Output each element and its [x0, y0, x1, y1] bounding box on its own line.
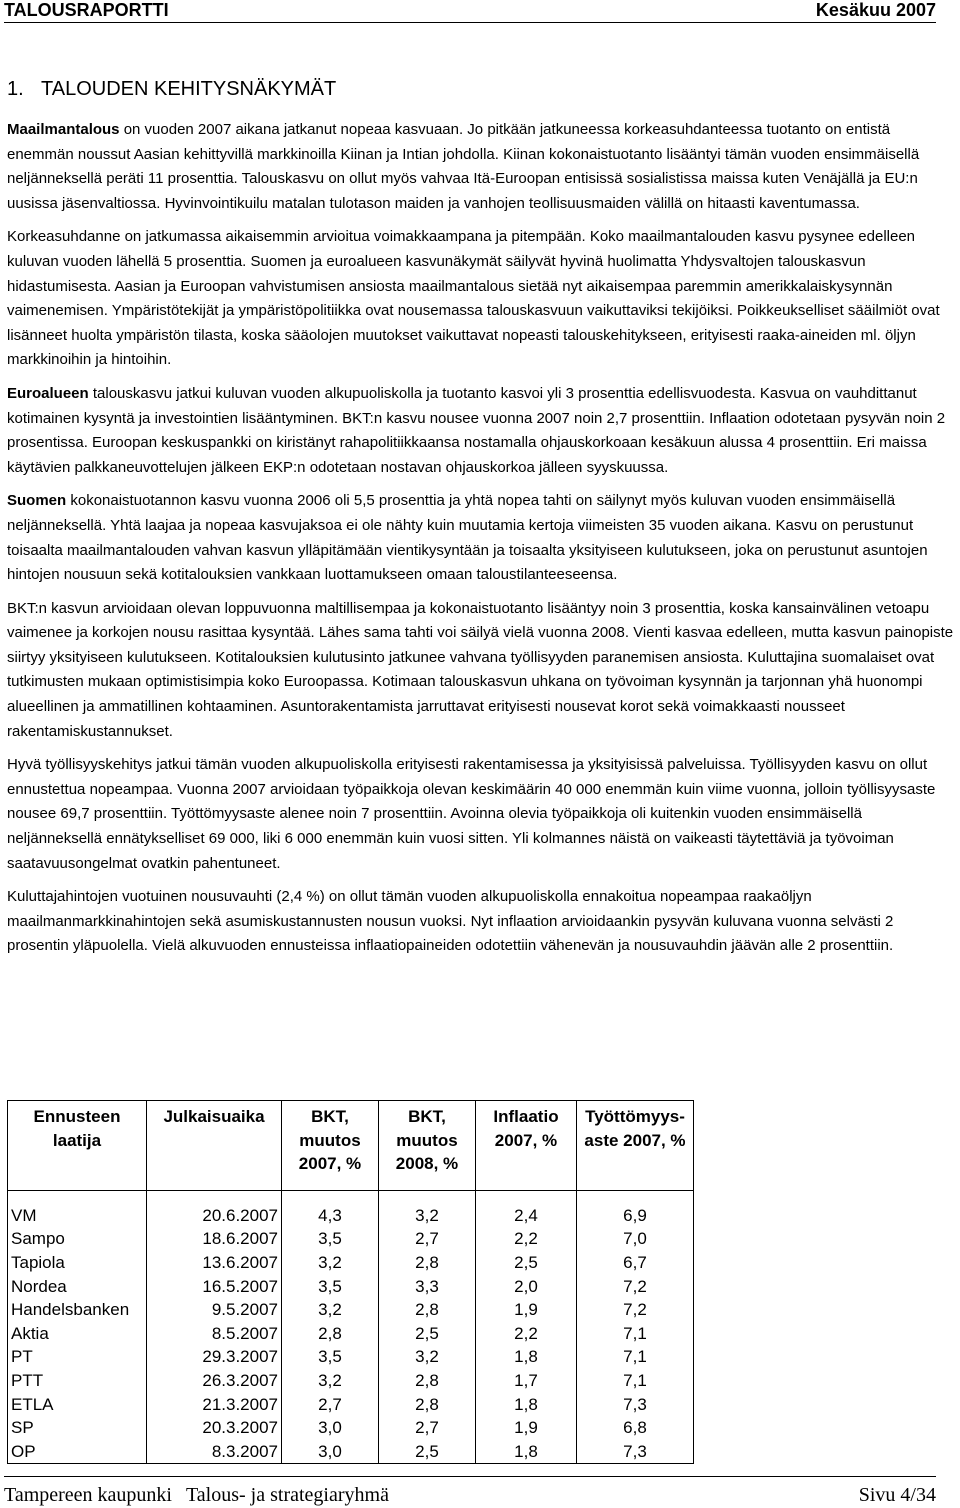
footer-organization: Tampereen kaupunki: [4, 1484, 172, 1506]
table-cell: Tapiola: [8, 1251, 147, 1275]
table-cell: Handelsbanken: [8, 1298, 147, 1322]
table-cell: 2,8: [379, 1251, 476, 1275]
page-number: Sivu 4/34: [858, 1484, 936, 1506]
table-cell: 13.6.2007: [147, 1251, 282, 1275]
table-row: [8, 1275, 694, 1299]
table-cell: 6,8: [577, 1416, 694, 1440]
table-cell: 20.6.2007: [147, 1190, 282, 1227]
forecast-table: [7, 1100, 694, 1464]
column-header: Inflaatio 2007, %: [476, 1101, 577, 1191]
table-cell: 7,1: [577, 1369, 694, 1393]
table-row: [8, 1416, 694, 1440]
paragraph: [7, 489, 955, 587]
table-cell: 3,5: [282, 1345, 379, 1369]
section-number: 1.: [7, 78, 24, 100]
table-header: [8, 1101, 694, 1191]
table-cell: 2,7: [282, 1393, 379, 1417]
table-cell: 2,5: [379, 1322, 476, 1346]
table-cell: 7,2: [577, 1298, 694, 1322]
paragraph: [7, 597, 955, 745]
paragraph-text: on vuoden 2007 aikana jatkanut nopeaa kasvuaan. Jo pitkään jatkuneessa korkeasuhdanteessa tuotanto on entistä enemmän noussut Aasian kehittyvillä markkinoilla Kiinan ja Intian johdolla. Kiinan kokonaistuotanto lisääntyi tämän vuoden ensimmäisellä neljänneksellä peräti 11 prosenttia. Talouskasvu on ollut myös vahvaa Itä-Euroopan entisissä sosialistissa maissa kuten Venäjällä ja EU:n uusissa jäsenvaltiossa. Hyvinvointikuilu matalan tulotason maiden ja vanhojen teollisuusmaiden välillä on hitaasti kaventumassa.: [7, 121, 920, 212]
table-cell: 3,2: [379, 1345, 476, 1369]
table-cell: 1,9: [476, 1298, 577, 1322]
table-cell: 7,1: [577, 1345, 694, 1369]
table-cell: 3,3: [379, 1275, 476, 1299]
table-cell: 3,5: [282, 1275, 379, 1299]
table-cell: 2,4: [476, 1190, 577, 1227]
table-cell: 8.3.2007: [147, 1440, 282, 1464]
page-footer: [4, 1476, 936, 1507]
table-cell: VM: [8, 1190, 147, 1227]
paragraph-text: talouskasvu jatkui kuluvan vuoden alkupuoliskolla ja tuotanto kasvoi yli 3 prosenttia edellisvuodesta. Kasvua on vauhdittanut kotimainen kysyntä ja investointien lisääntyminen. BKT:n kasvu nousee vuonna 2007 noin 2,7 prosenttiin. Inflaation odotetaan pysyvän noin 2 prosentissa. Euroopan keskuspankki on kiristänyt rahapolitiikkaansa nostamalla ohjauskorkoaan kesäkuun alussa 4 prosenttiin. Eri maissa käytävien palkkaneuvottelujen jälkeen EKP:n odotetaan nostavan ohjauskorkoa jälleen syyskuussa.: [7, 384, 946, 476]
table-cell: 1,7: [476, 1369, 577, 1393]
table-row: [8, 1393, 694, 1417]
table-cell: OP: [8, 1440, 147, 1464]
table-cell: SP: [8, 1416, 147, 1440]
column-header: Työttömyys-aste 2007, %: [577, 1101, 694, 1191]
paragraph: [7, 118, 955, 216]
table-cell: 20.3.2007: [147, 1416, 282, 1440]
table-cell: 9.5.2007: [147, 1298, 282, 1322]
table-cell: 3,2: [379, 1190, 476, 1227]
table-cell: 7,0: [577, 1227, 694, 1251]
table-cell: 3,5: [282, 1227, 379, 1251]
table-cell: 4,3: [282, 1190, 379, 1227]
table-cell: 2,8: [379, 1298, 476, 1322]
table-cell: 3,0: [282, 1416, 379, 1440]
table-row: [8, 1345, 694, 1369]
table-cell: 6,9: [577, 1190, 694, 1227]
table-cell: 2,2: [476, 1322, 577, 1346]
table-cell: 7,2: [577, 1275, 694, 1299]
table-cell: 1,8: [476, 1440, 577, 1464]
table-row: [8, 1369, 694, 1393]
table-cell: 3,2: [282, 1369, 379, 1393]
paragraph-lead: Maailmantalous: [7, 121, 120, 138]
section-title: TALOUDEN KEHITYSNÄKYMÄT: [41, 78, 337, 100]
table-cell: 2,0: [476, 1275, 577, 1299]
table-cell: ETLA: [8, 1393, 147, 1417]
table-cell: 7,3: [577, 1393, 694, 1417]
table-cell: 6,7: [577, 1251, 694, 1275]
table-cell: 2,8: [379, 1369, 476, 1393]
paragraph: [7, 753, 955, 876]
table-cell: 8.5.2007: [147, 1322, 282, 1346]
table-cell: 3,2: [282, 1298, 379, 1322]
table-cell: 26.3.2007: [147, 1369, 282, 1393]
table-cell: 2,7: [379, 1227, 476, 1251]
table-cell: Nordea: [8, 1275, 147, 1299]
table-cell: PTT: [8, 1369, 147, 1393]
section-heading: [7, 77, 336, 101]
table-row: [8, 1251, 694, 1275]
page-header: [4, 0, 936, 23]
table-cell: 7,1: [577, 1322, 694, 1346]
table-cell: 3,0: [282, 1440, 379, 1464]
paragraph-text: Kuluttajahintojen vuotuinen nousuvauhti (2,4 %) on ollut tämän vuoden alkupuoliskolla ennakoitua nopeampaa raakaöljyn maailmanmarkkinahintojen sekä asumiskustannusten nousun vuoksi. Nyt inflaation arvioidaankin pysyvän kuluvana vuonna selvästi 2 prosentin yläpuolella. Vielä alkuvuoden ennusteissa inflaatiopaineiden odotettiin vähenevän ja nousuvauhdin jäävän alle 2 prosenttiin.: [7, 888, 894, 955]
table-cell: 1,9: [476, 1416, 577, 1440]
footer-unit: Talous- ja strategiaryhmä: [185, 1484, 389, 1506]
paragraph-text: Korkeasuhdanne on jatkumassa aikaisemmin arvioitua voimakkaampana ja pitempään. Koko maailmantalouden kasvu pysynee edelleen kuluvan vuoden lähellä 5 prosenttia. Suomen ja euroalueen kasvunäkymät säilyvät hyvinä huolimatta Yhdysvaltojen talouskasvun hidastumisesta. Aasian ja Euroopan vahvistumisen ansiosta maailmantalous sietää nyt aikaisempaa paremmin amerikkalaiskysynnän vaimenemisen. Ympäristötekijät ja ympäristöpolitiikka ovat nousemassa talouskasvuun vaikuttaviksi tekijöiksi. Poikkeukselliset sääilmiöt ovat lisänneet huolta ympäristön tilasta, koska sääolojen muutokset vaikuttavat nopeasti talouskehitykseen, erityisesti raaka-aineiden ml. öljyn markkinoihin ja hintoihin.: [7, 228, 940, 369]
table-row: [8, 1227, 694, 1251]
column-header: BKT, muutos 2008, %: [379, 1101, 476, 1191]
paragraph-text: kokonaistuotannon kasvu vuonna 2006 oli 5,5 prosenttia ja yhtä nopea tahti on säilynyt myös kuluvan vuoden ensimmäisellä neljänneksellä. Yhtä laajaa ja nopeaa kasvujaksoa ei ole nähty kuin muutamia kertoja viimeisten 35 vuoden aikana. Kasvu on perustunut toisaalta maailmantalouden vahvan kasvun ylläpitämään vientikysyntään ja toisaalta yksityiseen kulutukseen, joka on perustunut asuntojen hintojen nousuun sekä kotitalouksien vankkaan luottamukseen omaan taloustilanteeseensa.: [7, 492, 928, 584]
table-row: [8, 1190, 694, 1227]
table-cell: 18.6.2007: [147, 1227, 282, 1251]
table-cell: Aktia: [8, 1322, 147, 1346]
table-row: [8, 1322, 694, 1346]
paragraph-lead: Euroalueen: [7, 384, 89, 402]
table-cell: 29.3.2007: [147, 1345, 282, 1369]
report-title: TALOUSRAPORTTI: [4, 0, 169, 20]
table-cell: 21.3.2007: [147, 1393, 282, 1417]
table-cell: 3,2: [282, 1251, 379, 1275]
paragraph-text: BKT:n kasvun arvioidaan olevan loppuvuonna maltillisempaa ja kokonaistuotanto lisääntyy noin 3 prosenttia, koska kansainvälinen vetoapu vaimenee ja korkojen nousu rasittaa kysyntää. Lähes sama tahti voi säilyä vielä vuonna 2008. Vienti kasvaa edelleen, mutta kasvun painopiste siirtyy yksityiseen kulutukseen. Kotitalouksien kulutusinto jatkunee vahvana työllisyyden paranemisen ansiosta. Kuluttajina suomalaiset ovat tutkimusten mukaan optimistisimpia koko Euroopassa. Kotimaan talouskasvun uhkana on työvoiman kysynnän ja tarjonnan yhä huonompi alueellinen ja ammatillinen kohtaaminen. Asuntorakentamista jarruttavat erityisesti nousevat korot sekä voimakkaasti nousseet rakentamiskustannukset.: [7, 599, 954, 740]
table-cell: 2,5: [476, 1251, 577, 1275]
table-cell: 2,2: [476, 1227, 577, 1251]
table-row: [8, 1440, 694, 1464]
table-cell: 16.5.2007: [147, 1275, 282, 1299]
table-cell: 1,8: [476, 1345, 577, 1369]
table-cell: PT: [8, 1345, 147, 1369]
table-cell: 2,8: [379, 1393, 476, 1417]
table-cell: 2,7: [379, 1416, 476, 1440]
table-cell: 2,8: [282, 1322, 379, 1346]
table-body: [8, 1190, 694, 1464]
column-header: BKT, muutos 2007, %: [282, 1101, 379, 1191]
table-cell: Sampo: [8, 1227, 147, 1251]
paragraph-lead: Suomen: [7, 492, 67, 510]
column-header: Julkaisuaika: [147, 1101, 282, 1191]
table-cell: 2,5: [379, 1440, 476, 1464]
table-header-row: [8, 1101, 694, 1191]
paragraph: [7, 382, 955, 480]
table-row: [8, 1298, 694, 1322]
table-cell: 1,8: [476, 1393, 577, 1417]
table-cell: 7,3: [577, 1440, 694, 1464]
column-header: Ennusteen laatija: [8, 1101, 147, 1191]
report-date: Kesäkuu 2007: [815, 0, 936, 20]
paragraph-text: Hyvä työllisyyskehitys jatkui tämän vuoden alkupuoliskolla erityisesti rakentamisessa ja yksityisissä palveluissa. Työllisyyden kasvu on ollut ennustettua nopeampaa. Vuonna 2007 arvioidaan työpaikkoja olevan keskimäärin 40 000 enemmän kuin viime vuonna, jolloin työllisyysaste nousee 69,7 prosenttiin. Työttömyysaste alenee noin 7 prosenttiin. Avoinna olevia työpaikkoja oli kuitenkin vuoden ensimmäisellä neljänneksellä ennätykselliset 69 000, liki 6 000 enemmän kuin vuosi sitten. Yli kolmannes näistä on vaikeasti täytettäviä ja työvoiman saatavuusongelmat ovatkin pahentuneet.: [7, 756, 936, 872]
body-text: [7, 118, 955, 968]
paragraph: [7, 225, 955, 373]
paragraph: [7, 885, 955, 959]
